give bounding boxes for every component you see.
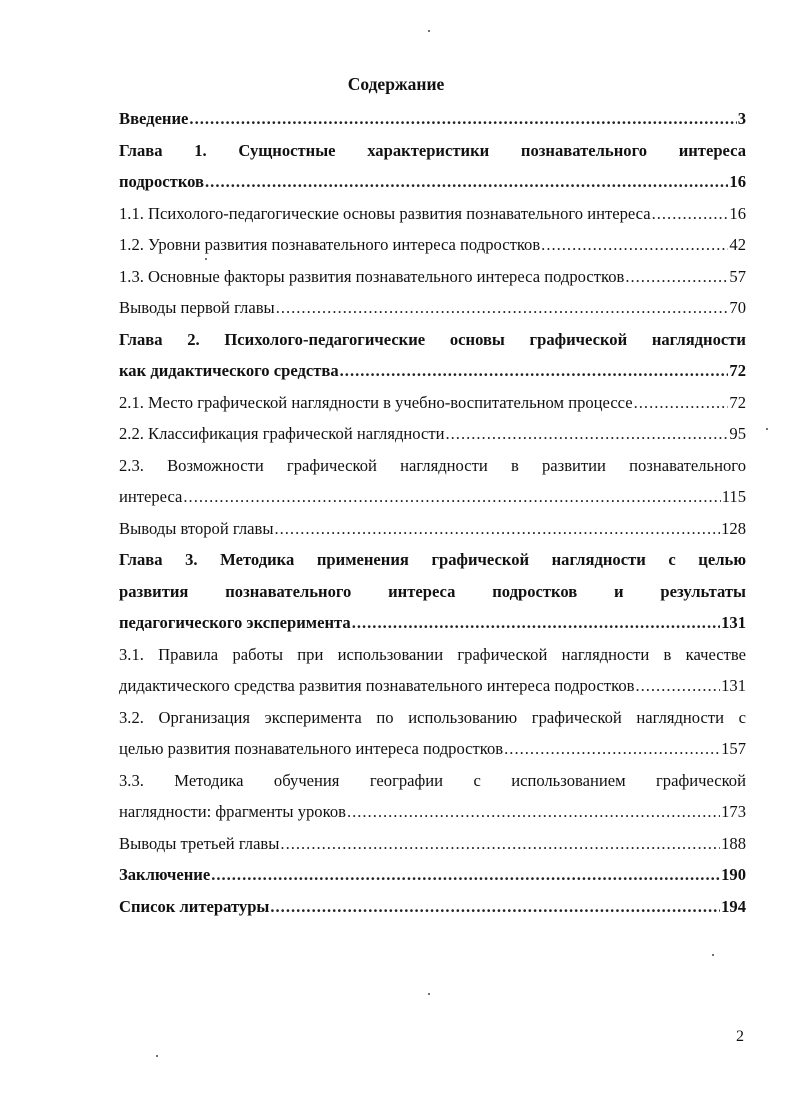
toc-entry-text: как дидактического средства xyxy=(119,361,339,380)
toc-entry-text: 3.3. Методика обучения географии с использованием графической xyxy=(119,770,746,790)
toc-entry-page: 188 xyxy=(721,833,746,853)
scan-speck xyxy=(428,993,430,995)
toc-entry-text: Список литературы xyxy=(119,896,270,916)
table-of-contents xyxy=(119,103,746,922)
scan-speck xyxy=(712,954,714,956)
toc-entry-text: дидактического средства развития познавательного интереса подростков xyxy=(119,676,635,695)
toc-entry xyxy=(119,135,746,167)
toc-entry-text: интереса xyxy=(119,487,183,506)
scan-speck xyxy=(766,428,768,430)
scan-speck xyxy=(205,258,207,260)
toc-entry-text: педагогического эксперимента xyxy=(119,613,351,632)
toc-entry-text: целью развития познавательного интереса подростков xyxy=(119,739,504,758)
toc-entry-text: подростков xyxy=(119,172,205,191)
toc-entry xyxy=(119,418,746,450)
scan-speck xyxy=(156,1055,158,1057)
toc-entry xyxy=(119,261,746,293)
toc-entry xyxy=(119,607,746,639)
toc-entry xyxy=(119,765,746,797)
toc-leader-dots xyxy=(635,670,720,702)
toc-leader-dots xyxy=(504,733,720,765)
toc-leader-dots xyxy=(340,355,729,387)
toc-entry-page: 190 xyxy=(721,865,746,884)
toc-entry-page: 115 xyxy=(721,487,746,506)
toc-entry-page: 95 xyxy=(729,424,746,443)
toc-entry xyxy=(119,229,746,261)
toc-entry xyxy=(119,702,746,734)
toc-leader-dots xyxy=(280,828,720,860)
toc-entry-text: Глава 2. Психолого-педагогические основы графической наглядности xyxy=(119,329,746,349)
toc-entry-text: Выводы третьей главы xyxy=(119,833,280,853)
toc-entry-page: 72 xyxy=(729,392,746,412)
toc-entry xyxy=(119,166,746,198)
toc-entry-text: 3.1. Правила работы при использовании графической наглядности в качестве xyxy=(119,644,746,664)
toc-entry-page: 3 xyxy=(737,109,746,128)
toc-entry-text: 3.2. Организация эксперимента по использованию графической наглядности с xyxy=(119,707,746,727)
page-title: Содержание xyxy=(347,74,445,94)
toc-leader-dots xyxy=(446,418,729,450)
toc-entry-text: Выводы первой главы xyxy=(119,298,275,317)
toc-entry-page: 131 xyxy=(721,676,746,695)
toc-entry-page: 128 xyxy=(721,518,746,538)
toc-entry-text: 1.3. Основные факторы развития познавательного интереса подростков xyxy=(119,266,625,286)
toc-entry-text: 1.1. Психолого-педагогические основы развития познавательного интереса xyxy=(119,203,651,223)
toc-entry xyxy=(119,198,746,230)
scan-speck xyxy=(428,30,430,32)
toc-entry xyxy=(119,796,746,828)
toc-entry-text: наглядности: фрагменты уроков xyxy=(119,802,346,821)
toc-entry-text: 2.3. Возможности графической наглядности в развитии познавательного xyxy=(119,455,746,475)
toc-entry xyxy=(119,544,746,576)
toc-entry-text: Глава 3. Методика применения графической наглядности с целью xyxy=(119,550,746,569)
toc-leader-dots xyxy=(347,796,720,828)
toc-entry xyxy=(119,639,746,671)
toc-entry xyxy=(119,292,746,324)
toc-entry-text: Заключение xyxy=(119,865,211,884)
toc-entry xyxy=(119,733,746,765)
toc-leader-dots xyxy=(634,387,729,419)
toc-entry-text: Выводы второй главы xyxy=(119,518,274,538)
toc-leader-dots xyxy=(541,229,728,261)
toc-entry-page: 173 xyxy=(721,802,746,821)
toc-entry xyxy=(119,450,746,482)
toc-entry xyxy=(119,481,746,513)
toc-entry-page: 72 xyxy=(729,361,746,380)
toc-entry-text: 2.2. Классификация графической наглядности xyxy=(119,424,445,443)
toc-entry xyxy=(119,355,746,387)
toc-entry-text: развития познавательного интереса подростков и результаты xyxy=(119,581,746,601)
toc-entry xyxy=(119,324,746,356)
toc-entry xyxy=(119,828,746,860)
toc-entry-page: 16 xyxy=(729,172,746,191)
toc-entry xyxy=(119,670,746,702)
toc-entry-text: 1.2. Уровни развития познавательного интереса подростков xyxy=(119,235,541,254)
toc-entry xyxy=(119,513,746,545)
toc-entry xyxy=(119,387,746,419)
toc-entry xyxy=(119,103,746,135)
toc-entry xyxy=(119,576,746,608)
toc-entry-page: 57 xyxy=(729,266,746,286)
toc-leader-dots xyxy=(211,859,720,891)
toc-leader-dots xyxy=(205,166,728,198)
toc-entry-page: 16 xyxy=(729,203,746,223)
toc-entry xyxy=(119,859,746,891)
toc-leader-dots xyxy=(625,261,728,293)
toc-leader-dots xyxy=(274,513,720,545)
toc-entry-page: 42 xyxy=(729,235,746,254)
toc-leader-dots xyxy=(652,198,729,230)
toc-entry-text: Введение xyxy=(119,109,189,128)
toc-leader-dots xyxy=(270,891,720,923)
toc-entry-page: 157 xyxy=(721,739,746,758)
toc-leader-dots xyxy=(352,607,720,639)
page-number: 2 xyxy=(736,1028,744,1045)
toc-leader-dots xyxy=(189,103,736,135)
toc-entry xyxy=(119,891,746,923)
toc-entry-page: 131 xyxy=(721,613,746,632)
toc-entry-page: 194 xyxy=(721,896,746,916)
toc-entry-page: 70 xyxy=(729,298,746,317)
toc-entry-text: 2.1. Место графической наглядности в учебно-воспитательном процессе xyxy=(119,392,633,412)
toc-entry-text: Глава 1. Сущностные характеристики познавательного интереса xyxy=(119,140,746,160)
toc-leader-dots xyxy=(183,481,720,513)
toc-leader-dots xyxy=(276,292,729,324)
